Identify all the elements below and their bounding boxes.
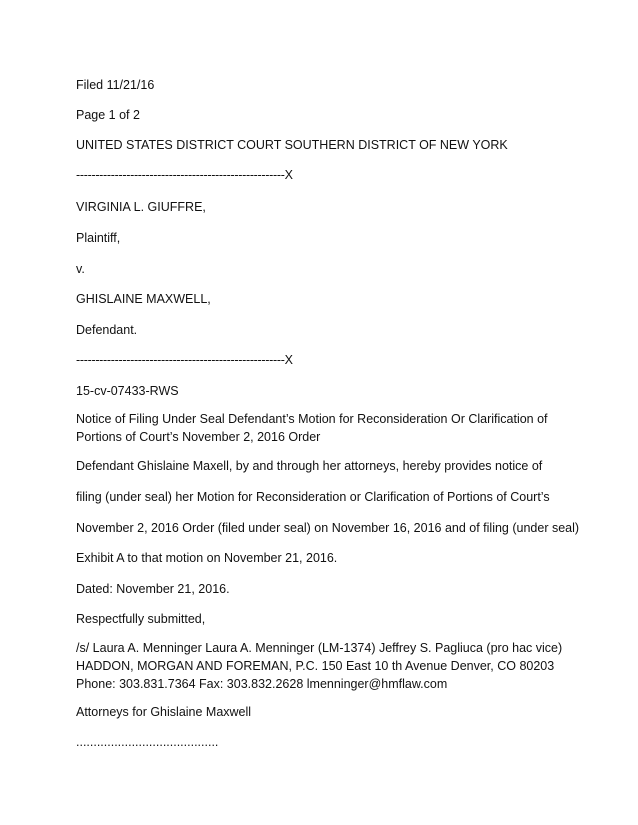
- plaintiff-name: VIRGINIA L. GIUFFRE,: [76, 200, 206, 214]
- document-title: Notice of Filing Under Seal Defendant’s Motion for Reconsideration Or Clarification of Portions of Court’s November 2, 2016 Order: [76, 412, 548, 444]
- versus-label: v.: [76, 262, 85, 276]
- defendant-name: GHISLAINE MAXWELL,: [76, 292, 211, 306]
- attorneys-for-line: Attorneys for Ghislaine Maxwell: [76, 705, 252, 719]
- page-number: Page 1 of 2: [76, 108, 140, 122]
- filed-date: Filed 11/21/16: [76, 78, 155, 92]
- defendant-role: Defendant.: [76, 323, 138, 337]
- footer-separator: .........................................: [76, 735, 219, 749]
- body-line-2: filing (under seal) her Motion for Reconsideration or Clarification of Portions of Court’s: [76, 490, 550, 504]
- caption-separator-bottom: ------------------------------------------------------X: [76, 353, 293, 367]
- closing-line: Respectfully submitted,: [76, 612, 206, 626]
- court-heading: UNITED STATES DISTRICT COURT SOUTHERN DISTRICT OF NEW YORK: [76, 138, 508, 152]
- case-number: 15-cv-07433-RWS: [76, 384, 179, 398]
- dated-line: Dated: November 21, 2016.: [76, 582, 230, 596]
- plaintiff-role: Plaintiff,: [76, 231, 121, 245]
- caption-separator-top: ------------------------------------------------------X: [76, 168, 293, 182]
- body-line-1: Defendant Ghislaine Maxell, by and through her attorneys, hereby provides notice of: [76, 459, 543, 473]
- body-line-3: November 2, 2016 Order (filed under seal) on November 16, 2016 and of filing (under seal): [76, 521, 580, 535]
- body-line-4: Exhibit A to that motion on November 21, 2016.: [76, 551, 338, 565]
- signature-block: /s/ Laura A. Menninger Laura A. Menninger (LM-1374) Jeffrey S. Pagliuca (pro hac vice) HADDON, MORGAN AND FOREMAN, P.C. 150 East 10 th Avenue Denver, CO 80203 Phone: 303.831.7364 Fax: 303.832.2628 lmenninger@hmflaw.com: [76, 641, 563, 691]
